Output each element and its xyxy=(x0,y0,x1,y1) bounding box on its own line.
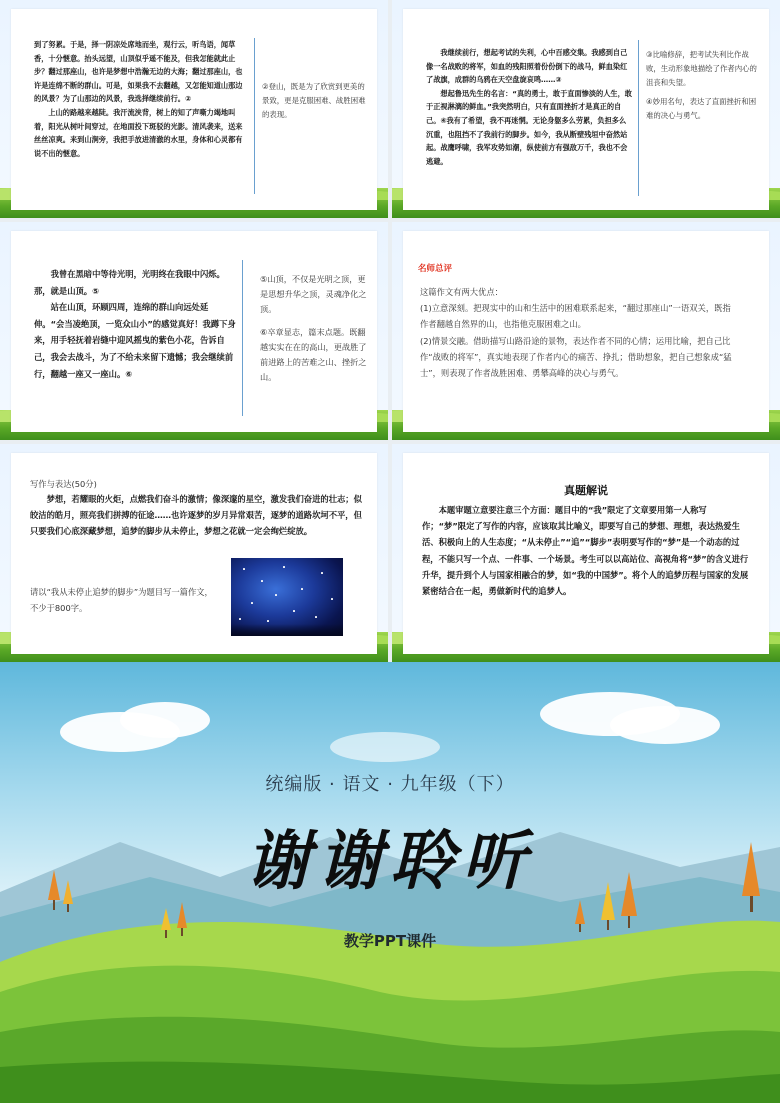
annotation-note: ②登山，既是为了欣赏到更美的景致，更是克服困难、战胜困难的表现。 xyxy=(262,82,366,119)
autumn-tree-icon xyxy=(574,900,586,932)
essay-text xyxy=(34,38,246,160)
annotation-note: ⑤山顶，不仅是光明之顶，更是思想升华之顶，灵魂净化之顶。 xyxy=(260,274,367,314)
course-label: 教学PPT课件 xyxy=(343,932,437,950)
slide-1 xyxy=(0,0,388,218)
essay-paragraph: 我继续前行，想起考试的失利，心中百感交集。我感到自己像一名战败的将军，如血的残阳照着份份倒下的战马，鲜血染红了战旗，成群的乌鸦在天空盘旋哀鸣……③ xyxy=(426,48,628,85)
thank-you-title: 谢谢聆听 xyxy=(246,824,534,899)
review-text xyxy=(420,284,738,381)
annotation xyxy=(262,80,370,127)
thank-you-slide xyxy=(0,662,780,1103)
prompt-paragraph: 梦想，若耀眼的火炬，点燃我们奋斗的激情；像深邃的星空，激发我们奋进的壮志；似皎洁的皓月，照亮我们拼搏的征途……也许逐梦的岁月异常艰苦，逐梦的道路坎坷不平，但只要我们心底深藏梦想，追梦的脚步从未停止，梦想之花就一定会绚烂绽放。 xyxy=(30,494,362,537)
essay-paragraph: 到了努累。于是，择一阴凉处席地而坐，观行云，听鸟语，闻草香，十分惬意。抬头远望，山顶似乎遥不能及，但我怎能就此止步？翻过那座山，也许是梦想中浩瀚无边的大海；翻过那座山，也许是连绵不断的群山。可是，如果我不去翻越，又怎能知道山那边的风景？为了山那边的风景，我选择继续前行。② xyxy=(34,40,243,104)
essay-paragraph: 想起鲁迅先生的名言：“真的勇士，敢于直面惨淡的人生，敢于正视淋漓的鲜血。”我突然明白，只有直面挫折才是真正的自己。④我有了希望，我不再迷惘。无论身躯多么劳累，负担多么沉重，也阻挡不了我前行的脚步。如今，我从断壁残垣中奋然站起。战鹰呼啸，我军攻势如潮，纵使前方有强敌万千，我也不会逃避。 xyxy=(426,88,632,166)
writing-prompt xyxy=(30,491,364,540)
divider xyxy=(242,260,243,416)
slide-6 xyxy=(392,444,780,662)
annotation xyxy=(260,272,368,394)
essay-text xyxy=(34,266,238,382)
review-line: (1)立意深刻。把现实中的山和生活中的困难联系起来，“翻过那座山”一语双关，既指作者翻越自然界的山，也指他克服困难之山。 xyxy=(420,303,731,330)
writing-task: 请以“我从未停止追梦的脚步”为题目写一篇作文，不少于800字。 xyxy=(30,587,213,614)
divider xyxy=(638,40,639,196)
divider xyxy=(254,38,255,194)
annotation-note: ⑥卒章显志，篇末点题。既翻越实实在在的高山，更战胜了前进路上的苦难之山、挫折之山。 xyxy=(260,327,367,382)
essay-paragraph: 我曾在黑暗中等待光明，光明终在我眼中闪烁。那，就是山顶。⑤ xyxy=(34,269,225,296)
starry-sky-image xyxy=(231,558,343,636)
slide-3 xyxy=(0,222,388,440)
slide-4 xyxy=(392,222,780,440)
section-heading: 写作与表达(50分) xyxy=(30,479,97,489)
explanation-title: 真题解说 xyxy=(564,484,608,497)
explanation-paragraph: 本题审题立意要注意三个方面：题目中的“我”限定了文章要用第一人称写作；“梦”限定了写作的内容，应该取其比喻义，即要写自己的梦想、理想，表达热爱生活、积极向上的人生态度；“从未停止”“追”“脚步”表明要写作的“梦”是一个动态的过程，不能只写一个点、一件事、一个场景。考生可以以高站位、高视角将“梦”的含义进行升华，提升到个人与国家相融合的梦，如“我的中国梦”。将个人的追梦历程与国家的发展紧密结合在一起，勇做新时代的追梦人。 xyxy=(422,505,749,597)
annotation-note: ③比喻修辞，把考试失利比作战败，生动形象地描绘了作者内心的沮丧和失望。 xyxy=(646,50,757,87)
annotation xyxy=(646,48,760,129)
essay-paragraph: 站在山顶，环顾四周，连绵的群山向远处延伸。“会当凌绝顶，一览众山小”的感觉真好！我蹲下身来，用手轻抚着岩缝中迎风摇曳的紫色小花，告诉自己，我会去战斗，为了不给未来留下遗憾；我会继续前行，翻越一座又一座山。⑥ xyxy=(34,302,236,379)
review-line: 这篇作文有两大优点： xyxy=(420,287,503,297)
review-title: 名师总评 xyxy=(418,264,453,274)
slide-2 xyxy=(392,0,780,218)
review-line: (2)情景交融。借助描写山路沿途的景物，表达作者不同的心情；运用比喻，把自己比作“战败的将军”，真实地表现了作者内心的痛苦、挣扎；借助想象，把自己想象成“猛士”，则表现了作者战胜困难、勇攀高峰的决心与勇气。 xyxy=(420,335,732,379)
course-subtitle: 统编版 · 语文 · 九年级（下） xyxy=(265,774,515,795)
explanation-text xyxy=(422,502,750,599)
essay-text xyxy=(426,46,632,168)
essay-paragraph: 上山的路越来越陡。我汗流浃背，树上的知了声嘶力竭地叫着，阳光从树叶间穿过，在地面投下斑驳的光影。清风袭来，送来丝丝凉爽。来到山涧旁，我把手放进清澈的水里，身体和心灵都有说不出的惬意。 xyxy=(34,107,243,158)
annotation-note: ④妙用名句，表达了直面挫折和困难的决心与勇气。 xyxy=(646,97,757,121)
